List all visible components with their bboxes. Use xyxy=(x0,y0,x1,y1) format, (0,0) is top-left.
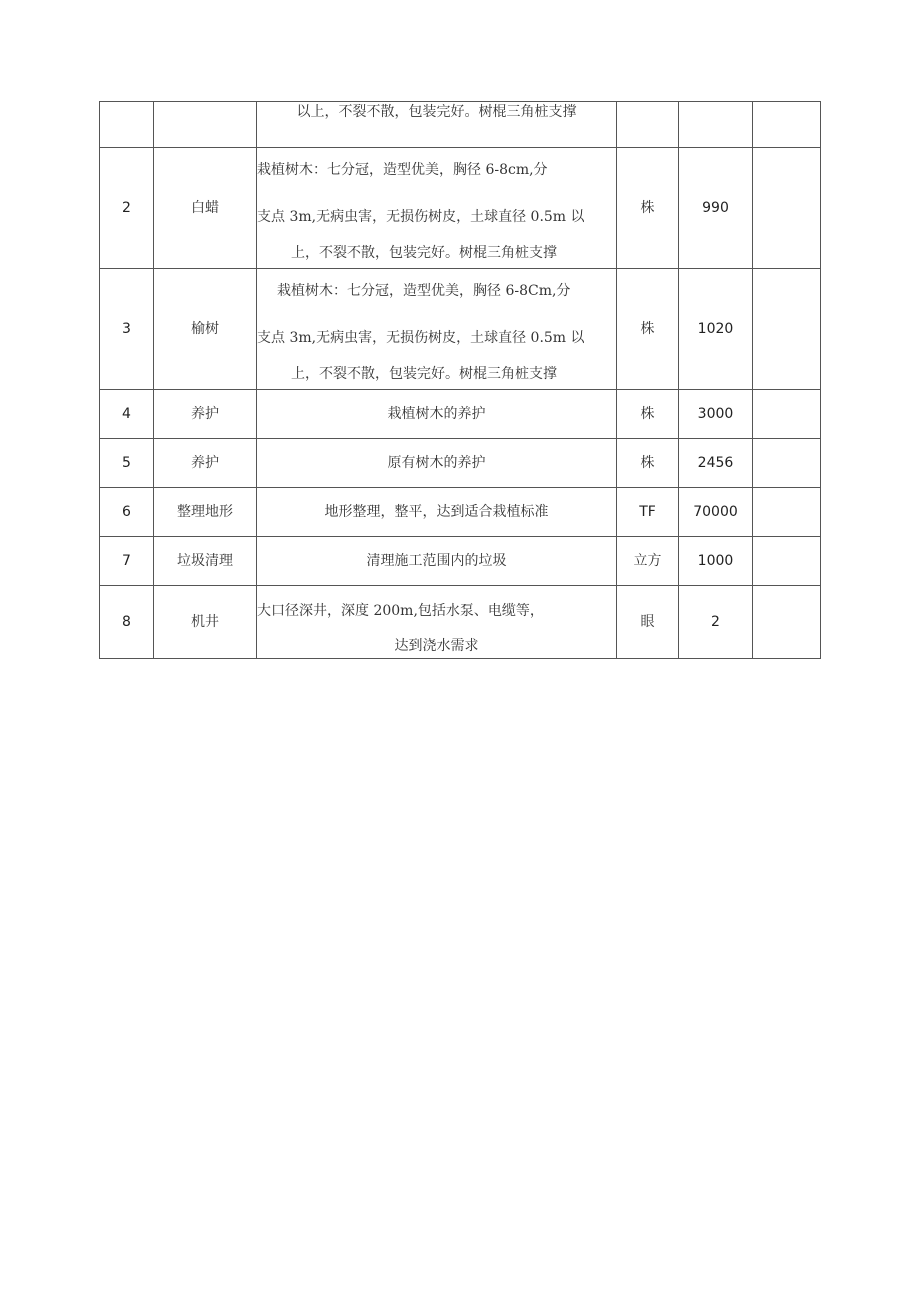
item-name: 机井 xyxy=(154,586,257,659)
remark xyxy=(753,390,821,439)
unit: 株 xyxy=(617,269,679,390)
item-description xyxy=(257,148,617,269)
remark xyxy=(753,102,821,148)
row-number: 7 xyxy=(100,537,154,586)
description-line: 达到浇水需求 xyxy=(394,638,479,654)
quantity: 70000 xyxy=(679,488,753,537)
unit xyxy=(617,102,679,148)
item-name: 垃圾清理 xyxy=(154,537,257,586)
description-line: 上，不裂不散，包装完好。树棍三角桩支撑 xyxy=(291,245,557,261)
table-row xyxy=(100,488,821,537)
quantity: 2 xyxy=(679,586,753,659)
description-line: 大口径深井，深度 200m,包括水泵、电缆等， xyxy=(257,603,544,619)
item-name: 榆树 xyxy=(154,269,257,390)
row-number xyxy=(100,102,154,148)
table-row xyxy=(100,439,821,488)
row-number: 4 xyxy=(100,390,154,439)
item-description xyxy=(257,269,617,390)
unit: TF xyxy=(617,488,679,537)
unit: 眼 xyxy=(617,586,679,659)
item-description: 清理施工范围内的垃圾 xyxy=(257,537,617,586)
quantity: 2456 xyxy=(679,439,753,488)
item-name: 整理地形 xyxy=(154,488,257,537)
unit: 株 xyxy=(617,148,679,269)
unit: 株 xyxy=(617,390,679,439)
item-name xyxy=(154,102,257,148)
quantity: 3000 xyxy=(679,390,753,439)
remark xyxy=(753,439,821,488)
item-description: 栽植树木的养护 xyxy=(257,390,617,439)
row-number: 3 xyxy=(100,269,154,390)
row-number: 8 xyxy=(100,586,154,659)
description-line: 栽植树木：七分冠，造型优美，胸径 6-8cm,分 xyxy=(257,162,548,178)
item-name: 白蜡 xyxy=(154,148,257,269)
row-number: 5 xyxy=(100,439,154,488)
item-description xyxy=(257,586,617,659)
description-line: 支点 3m,无病虫害，无损伤树皮，土球直径 0.5m 以 xyxy=(257,330,585,346)
item-description xyxy=(257,102,617,148)
remark xyxy=(753,537,821,586)
remark xyxy=(753,148,821,269)
row-number: 2 xyxy=(100,148,154,269)
table-row xyxy=(100,390,821,439)
table-row xyxy=(100,269,821,390)
table-row xyxy=(100,148,821,269)
unit: 立方 xyxy=(617,537,679,586)
remark xyxy=(753,269,821,390)
item-description: 原有树木的养护 xyxy=(257,439,617,488)
table-row xyxy=(100,537,821,586)
quantity: 1020 xyxy=(679,269,753,390)
remark xyxy=(753,586,821,659)
table-row xyxy=(100,586,821,659)
table-row xyxy=(100,102,821,148)
item-name: 养护 xyxy=(154,439,257,488)
row-number: 6 xyxy=(100,488,154,537)
quantity-table xyxy=(99,101,821,659)
item-name: 养护 xyxy=(154,390,257,439)
description-line: 支点 3m,无病虫害，无损伤树皮，土球直径 0.5m 以 xyxy=(257,209,585,225)
quantity: 990 xyxy=(679,148,753,269)
description-line: 栽植树木：七分冠，造型优美，胸径 6-8Cm,分 xyxy=(277,283,571,299)
remark xyxy=(753,488,821,537)
description-line: 上，不裂不散，包装完好。树棍三角桩支撑 xyxy=(291,366,557,382)
description-line: 以上，不裂不散，包装完好。树棍三角桩支撑 xyxy=(296,104,577,120)
item-description: 地形整理，整平，达到适合栽植标准 xyxy=(257,488,617,537)
quantity: 1000 xyxy=(679,537,753,586)
unit: 株 xyxy=(617,439,679,488)
quantity xyxy=(679,102,753,148)
